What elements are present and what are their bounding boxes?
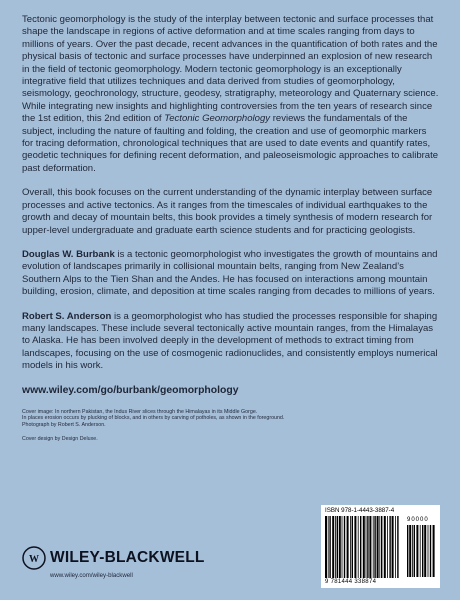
addon-barcode-icon — [407, 525, 437, 577]
barcode-bar — [373, 516, 374, 578]
barcode-bar — [416, 525, 418, 577]
barcode-bar — [328, 516, 329, 578]
wiley-logo-icon — [22, 546, 46, 570]
publisher-name: WILEY-BLACKWELL — [50, 549, 205, 566]
book-title-italic: Tectonic Geomorphology — [164, 113, 271, 125]
barcode-bar — [369, 516, 371, 578]
barcode-bar — [428, 525, 429, 577]
isbn-label: ISBN 978-1-4443-3887-4 — [325, 507, 395, 514]
barcode-bar — [354, 516, 356, 578]
barcode-digits: 9 781444 338874 — [325, 579, 377, 585]
barcode-bar — [332, 516, 334, 578]
author-name: Robert S. Anderson — [22, 310, 112, 322]
cover-image-credit-line: In places erosion occurs by plucking of blocks, and in others by carving of potholes, as shown in the foreground. — [22, 415, 285, 422]
barcode-bar — [358, 516, 359, 578]
description-paragraph-1: Tectonic geomorphology is the study of the interplay between tectonic and surface processes that shape the landscape in regions of active deformation and at time scales ranging from days to millions of years. Over the past decade, recent advances in the quantification of both rates and the physical basis of tectonic and surface processes have underpinned an explosion of new research in the field of tectonic geomorphology. Modern tectonic geomorphology is an exceptionally integrative field that utilizes techniques and data derived from studies of geomorphology, seismology, geochronology, structure, geodesy, stratigraphy, meteorology and Quaternary science. While integrating new insights and highlighting controversies from the ten years of research since the 1st edition, this 2nd edition of Tectonic Geomorphology reviews the fundamentals of the subject, including the nature of faulting and folding, the creation and use of geomorphic markers for tracing deformation, chronological techniques that are used to date events and quantify rates, geodetic techniques for defining recent deformation, and paleoseismologic approaches to calibrate past deformation. — [22, 14, 439, 174]
back-cover-text — [22, 14, 440, 443]
barcode-bar — [424, 525, 426, 577]
barcode-bar — [347, 516, 349, 578]
barcode-bar — [412, 525, 413, 577]
barcode-bar — [384, 516, 386, 578]
barcode-bar — [420, 525, 421, 577]
barcode-bar — [325, 516, 327, 578]
barcode-bar — [387, 516, 388, 578]
barcode-bar — [392, 516, 394, 578]
barcode-bar — [374, 516, 375, 578]
barcode-bar — [360, 516, 361, 578]
author-bio-anderson: Robert S. Anderson is a geomorphologist who has studied the processes responsible for shaping many landscapes. These include several tectonically active mountain ranges, from the Himalayas to Alaska. He has been involved deeply in the development of methods to extract timing from landscapes, focusing on the use of cosmogenic radionuclides, and consistently employs numerical models in his work. — [22, 310, 438, 372]
price-addon-digits: 90000 — [407, 517, 429, 523]
barcode-bar — [329, 516, 330, 578]
author-name: Douglas W. Burbank — [22, 248, 115, 260]
publisher-url[interactable]: www.wiley.com/wiley-blackwell — [50, 572, 133, 579]
barcode-bar — [379, 516, 380, 578]
cover-image-credit-line: Photograph by Robert S. Anderson. — [22, 421, 106, 428]
barcode-bar — [352, 516, 353, 578]
barcode-bar — [389, 516, 390, 578]
barcode-bar — [335, 516, 336, 578]
isbn-barcode-box — [321, 505, 440, 588]
barcode-bar — [395, 516, 396, 578]
barcode-bar — [377, 516, 379, 578]
barcode-bar — [366, 516, 367, 578]
svg-text:W: W — [29, 554, 39, 565]
barcode-bar — [397, 516, 398, 578]
author-bio-burbank: Douglas W. Burbank is a tectonic geomorphologist who investigates the growth of mountains and evolution of landscapes primarily in collisional mountain belts, ranging from New Zealand’s Southern Alps to the Tien Shan and the Andes. He has focused on interactions among mountain building, erosion, climate, and deposition at time scales ranging from decades to millions of years. — [22, 248, 438, 298]
publisher-logo — [22, 546, 205, 570]
barcode-bar — [363, 516, 365, 578]
cover-image-credit-line: Cover image: In northern Pakistan, the Indus River slices through the Himalayas in its Middle Gorge. — [22, 408, 258, 415]
barcode-bar — [430, 525, 431, 577]
barcode-bar — [344, 516, 345, 578]
barcode-bar — [350, 516, 351, 578]
barcode-bar — [409, 525, 411, 577]
companion-website-link[interactable]: www.wiley.com/go/burbank/geomorphology — [22, 384, 239, 396]
barcode-bar — [414, 525, 415, 577]
cover-design-credit: Cover design by Design Deluxe. — [22, 436, 98, 443]
barcode-bar — [407, 525, 408, 577]
barcode-bar — [367, 516, 368, 578]
barcode-bar — [339, 516, 341, 578]
barcode-bar — [433, 525, 435, 577]
barcode-bar — [422, 525, 423, 577]
barcode-bar — [381, 516, 382, 578]
barcode-bar — [342, 516, 343, 578]
barcode-bar — [337, 516, 338, 578]
description-paragraph-2: Overall, this book focuses on the current understanding of the dynamic interplay between surface processes and active tectonics. As it ranges from the timescales of individual earthquakes to the growth and decay of mountain belts, this book provides a timely synthesis of modern research for upper-level undergraduate and graduate earth science students and for practicing geologists. — [22, 187, 433, 236]
barcode-icon — [325, 516, 403, 578]
